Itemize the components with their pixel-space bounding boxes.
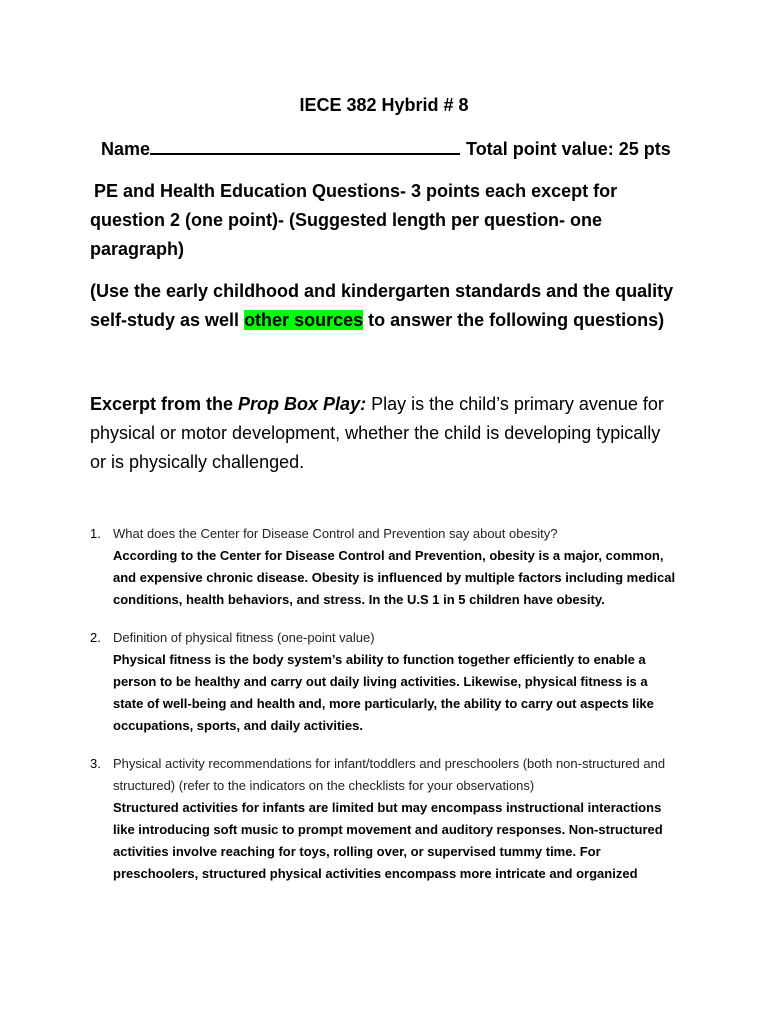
excerpt-source: Prop Box Play:	[238, 394, 367, 414]
total-points: Total point value: 25 pts	[466, 139, 671, 159]
answer-text: Structured activities for infants are limited but may encompass instructional interactions like introducing soft music to prompt movement and auditory responses. Non-structured activities involve reaching for toys, rolling over, or supervised tummy time. For preschoolers, structured physical activities encompass more intricate and organized	[113, 800, 663, 881]
excerpt-lead-text: Excerpt from the	[90, 394, 239, 414]
name-blank-line	[150, 137, 460, 155]
name-line	[101, 137, 671, 160]
answer-text: According to the Center for Disease Control and Prevention, obesity is a major, common, and expensive chronic disease. Obesity is influenced by multiple factors including medical conditions, health behaviors, and stress. In the U.S 1 in 5 children have obesity.	[113, 548, 676, 607]
question-number: 2.	[90, 630, 101, 645]
use-note-after: to answer the following questions)	[363, 310, 665, 330]
use-note	[90, 277, 690, 335]
list-item	[90, 753, 680, 885]
excerpt-paragraph	[90, 390, 680, 477]
excerpt-text: Play is the child’s primary avenue for physical or motor development, whether the child is developing typically or is physically challenged.	[90, 394, 664, 472]
use-note-highlight: other sources	[244, 310, 364, 330]
question-text: Definition of physical fitness (one-point value)	[113, 630, 375, 645]
question-number: 1.	[90, 526, 101, 541]
question-number: 3.	[90, 756, 101, 771]
question-text: Physical activity recommendations for infant/toddlers and preschoolers (both non-structured and structured) (refer to the indicators on the checklists for your observations)	[113, 756, 666, 793]
use-note-before: (Use the early childhood and kindergarten standards and the quality self-study as well	[90, 281, 674, 330]
name-label: Name	[101, 139, 151, 159]
document-title: IECE 382 Hybrid # 8	[299, 95, 469, 115]
excerpt-lead	[90, 394, 366, 414]
pe-heading: PE and Health Education Questions- 3 points each except for question 2 (one point)- (Suggested length per question- one paragraph)	[90, 181, 618, 259]
question-text: What does the Center for Disease Control and Prevention say about obesity?	[113, 526, 558, 541]
answer-text: Physical fitness is the body system’s ability to function together efficiently to enable a person to be healthy and carry out daily living activities. Likewise, physical fitness is a state of well-being and health and, more particularly, the ability to carry out aspects like occupations, sports, and daily activities.	[113, 652, 654, 733]
list-item	[90, 627, 680, 737]
question-list	[90, 523, 680, 901]
list-item	[90, 523, 680, 611]
